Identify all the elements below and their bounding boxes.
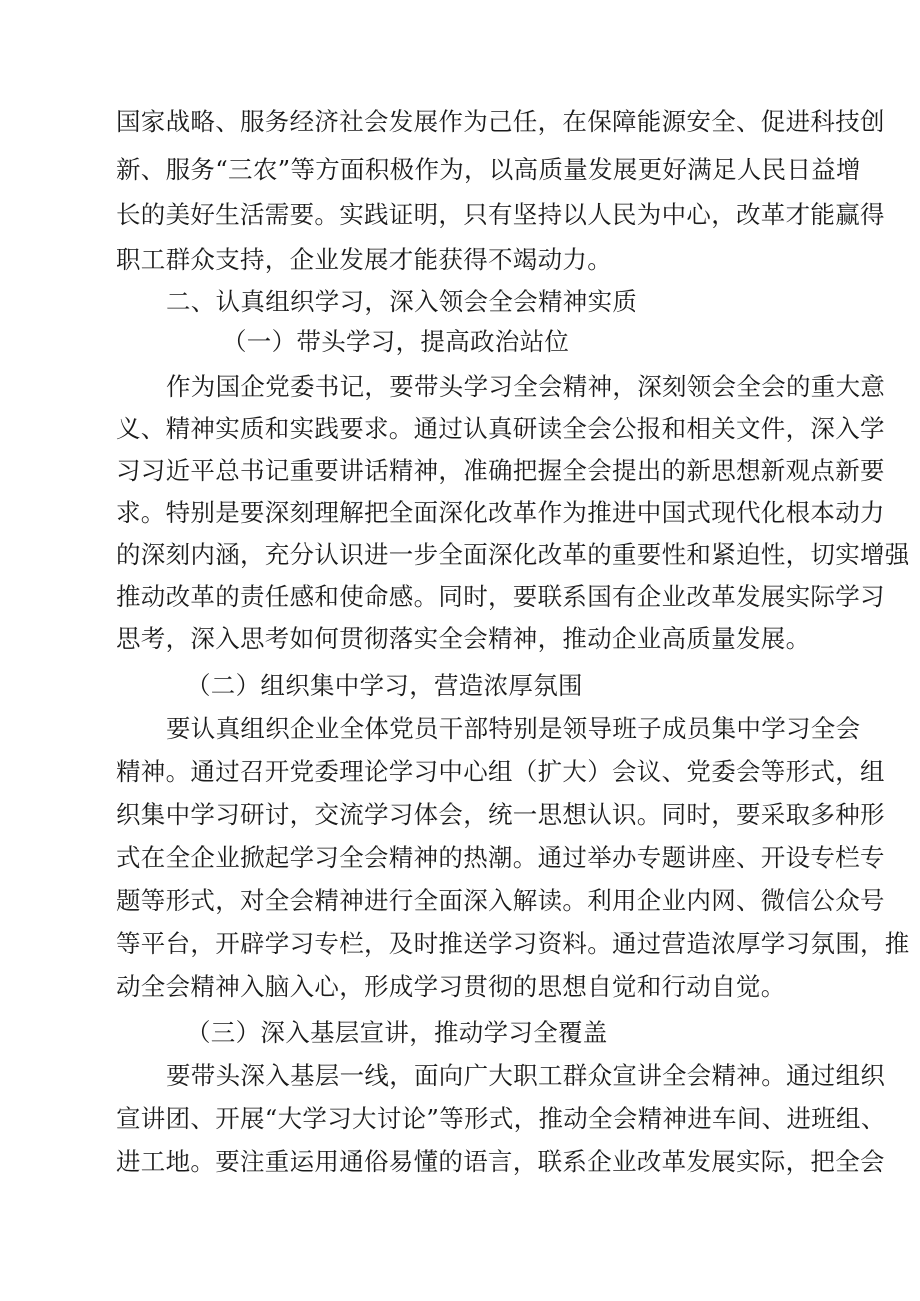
paragraph-line: 的深刻内涵，充分认识进一步全面深化改革的重要性和紧迫性，切实增强	[116, 540, 910, 569]
paragraph-line: 要带头深入基层一线，面向广大职工群众宣讲全会精神。通过组织	[166, 1061, 886, 1090]
subsection-heading: （二）组织集中学习，营造浓厚氛围	[186, 671, 583, 700]
paragraph-line: 等平台，开辟学习专栏，及时推送学习资料。通过营造浓厚学习氛围，推	[116, 929, 910, 958]
paragraph-line: 要认真组织企业全体党员干部特别是领导班子成员集中学习全会	[166, 714, 861, 743]
paragraph-line: 职工群众支持，企业发展才能获得不竭动力。	[116, 245, 612, 274]
paragraph-line: 式在全企业掀起学习全会精神的热潮。通过举办专题讲座、开设专栏专	[116, 843, 885, 872]
paragraph-line: 推动改革的责任感和使命感。同时，要联系国有企业改革发展实际学习	[116, 582, 885, 611]
paragraph-line: 思考，深入思考如何贯彻落实全会精神，推动企业高质量发展。	[116, 624, 811, 653]
subsection-heading: （三）深入基层宣讲，推动学习全覆盖	[186, 1018, 608, 1047]
paragraph-line: 题等形式，对全会精神进行全面深入解读。利用企业内网、微信公众号	[116, 886, 885, 915]
paragraph-line: 习习近平总书记重要讲话精神，准确把握全会提出的新思想新观点新要	[116, 456, 885, 485]
paragraph-line: 新、服务“三农”等方面积极作为，以高质量发展更好满足人民日益增	[116, 155, 861, 184]
paragraph-line: 织集中学习研讨，交流学习体会，统一思想认识。同时，要采取多种形	[116, 800, 885, 829]
paragraph-line: 国家战略、服务经济社会发展作为己任，在保障能源安全、促进科技创	[116, 107, 885, 136]
paragraph-line: 进工地。要注重运用通俗易懂的语言，联系企业改革发展实际，把全会	[116, 1147, 885, 1176]
section-heading: 二、认真组织学习，深入领会全会精神实质	[166, 287, 638, 316]
paragraph-line: 宣讲团、开展“大学习大讨论”等形式，推动全会精神进车间、进班组、	[116, 1104, 886, 1133]
subsection-heading: （一）带头学习，提高政治站位	[222, 327, 570, 356]
paragraph-line: 动全会精神入脑入心，形成学习贯彻的思想自觉和行动自觉。	[116, 972, 786, 1001]
paragraph-line: 作为国企党委书记，要带头学习全会精神，深刻领会全会的重大意	[166, 372, 886, 401]
paragraph-line: 求。特别是要深刻理解把全面深化改革作为推进中国式现代化根本动力	[116, 498, 885, 527]
paragraph-line: 长的美好生活需要。实践证明，只有坚持以人民为中心，改革才能赢得	[116, 200, 885, 229]
paragraph-line: 精神。通过召开党委理论学习中心组（扩大）会议、党委会等形式，组	[116, 757, 885, 786]
paragraph-line: 义、精神实质和实践要求。通过认真研读全会公报和相关文件，深入学	[116, 414, 885, 443]
